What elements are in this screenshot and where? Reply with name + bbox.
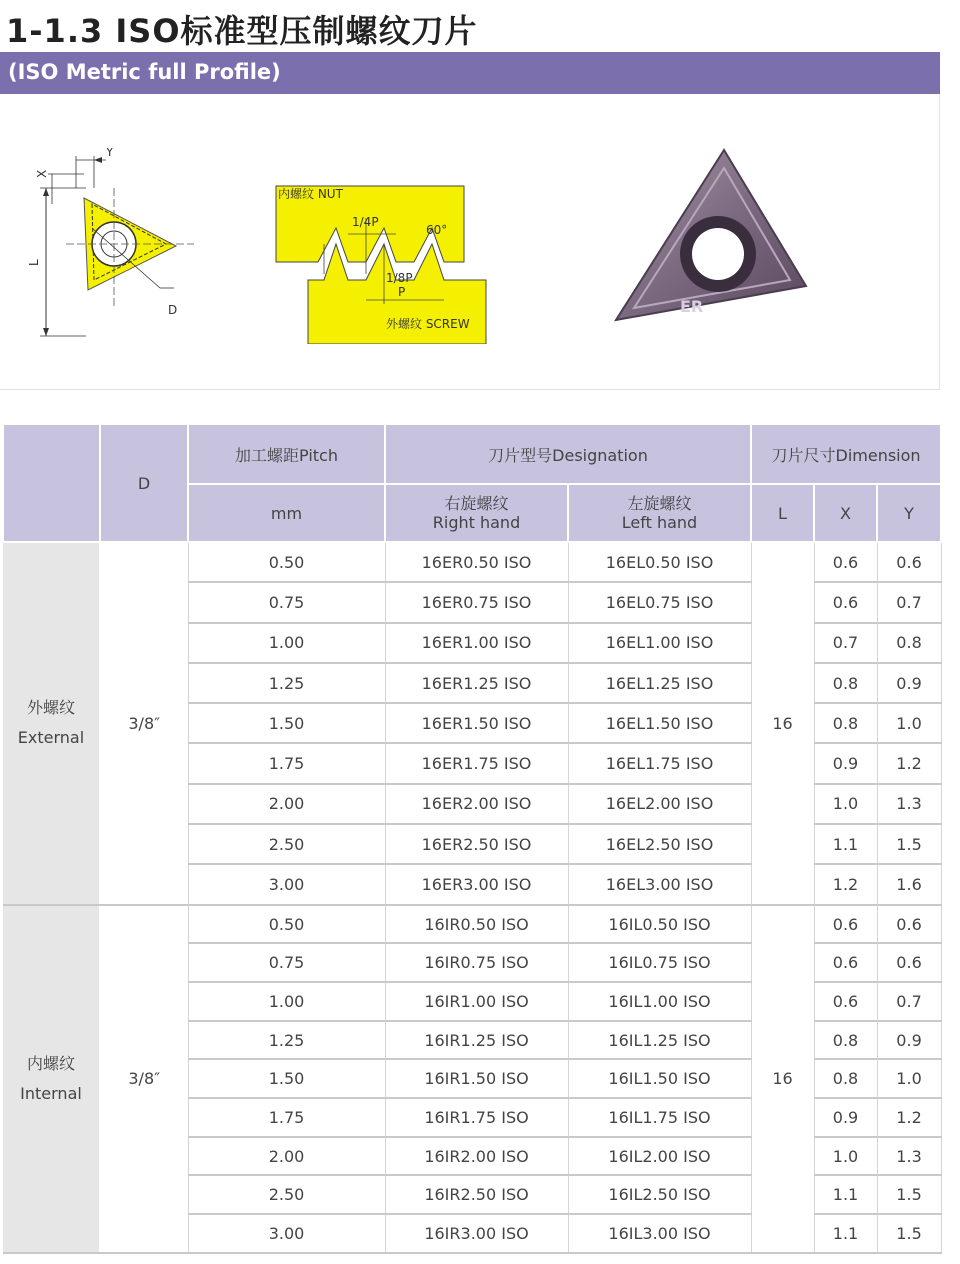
nut-label: 内螺纹 NUT <box>278 187 343 201</box>
y-cell: 0.6 <box>877 905 941 944</box>
header-d: D <box>100 424 188 542</box>
right-hand-cell: 16ER1.25 ISO <box>385 663 568 703</box>
table-row <box>3 542 941 582</box>
left-hand-cell: 16EL1.50 ISO <box>568 703 751 743</box>
right-hand-cell: 16IR2.00 ISO <box>385 1137 568 1176</box>
right-hand-cell: 16ER3.00 ISO <box>385 864 568 904</box>
y-cell: 1.0 <box>877 1059 941 1098</box>
pitch-cell: 1.50 <box>188 1059 385 1098</box>
x-cell: 0.6 <box>814 542 877 582</box>
x-cell: 1.0 <box>814 1137 877 1176</box>
thread-type-cn: 内螺纹 <box>26 1053 75 1073</box>
right-hand-cell: 16IR3.00 ISO <box>385 1214 568 1253</box>
x-cell: 0.6 <box>814 905 877 944</box>
insert-engraving: ER <box>680 297 704 316</box>
thread-type-cn: 外螺纹 <box>26 698 75 718</box>
thread-profile-diagram <box>274 184 498 344</box>
right-hand-cell: 16ER1.75 ISO <box>385 743 568 783</box>
pitch-cell: 1.50 <box>188 703 385 743</box>
thread-type-cell <box>3 542 100 905</box>
pitch-cell: 2.50 <box>188 1175 385 1214</box>
header-x: X <box>814 484 877 542</box>
left-hand-cell: 16EL2.00 ISO <box>568 784 751 824</box>
y-cell: 1.2 <box>877 743 941 783</box>
x-cell: 0.9 <box>814 1098 877 1137</box>
left-hand-cell: 16IL2.00 ISO <box>568 1137 751 1176</box>
x-cell: 1.2 <box>814 864 877 904</box>
left-hand-cell: 16IL1.50 ISO <box>568 1059 751 1098</box>
spec-table-body <box>3 542 941 1253</box>
pitch-cell: 1.00 <box>188 623 385 663</box>
d-cell: 3/8″ <box>100 542 188 905</box>
left-hand-cell: 16EL3.00 ISO <box>568 864 751 904</box>
quarter-pitch-label: 1/4P <box>352 215 379 229</box>
pitch-cell: 3.00 <box>188 864 385 904</box>
x-cell: 1.1 <box>814 824 877 864</box>
thread-type-cell <box>3 905 100 1253</box>
header-right-cn: 右旋螺纹 <box>444 494 509 513</box>
left-hand-cell: 16IL0.50 ISO <box>568 905 751 944</box>
y-cell: 1.6 <box>877 864 941 904</box>
left-hand-cell: 16EL1.75 ISO <box>568 743 751 783</box>
x-cell: 0.6 <box>814 582 877 622</box>
pitch-cell: 1.75 <box>188 743 385 783</box>
y-cell: 1.5 <box>877 824 941 864</box>
header-dimension: 刀片尺寸Dimension <box>751 424 941 484</box>
x-cell: 0.8 <box>814 703 877 743</box>
pitch-cell: 2.00 <box>188 784 385 824</box>
insert-spec-table <box>2 423 942 1254</box>
x-cell: 0.8 <box>814 1021 877 1060</box>
y-cell: 0.7 <box>877 982 941 1021</box>
header-pitch: 加工螺距Pitch <box>188 424 385 484</box>
x-cell: 1.1 <box>814 1175 877 1214</box>
right-hand-cell: 16ER2.00 ISO <box>385 784 568 824</box>
y-cell: 0.7 <box>877 582 941 622</box>
left-hand-cell: 16IL0.75 ISO <box>568 943 751 982</box>
left-hand-cell: 16EL0.75 ISO <box>568 582 751 622</box>
y-cell: 0.9 <box>877 663 941 703</box>
y-cell: 1.3 <box>877 784 941 824</box>
y-cell: 0.8 <box>877 623 941 663</box>
header-type <box>3 424 100 542</box>
x-cell: 1.0 <box>814 784 877 824</box>
y-cell: 1.2 <box>877 1098 941 1137</box>
right-hand-cell: 16ER1.00 ISO <box>385 623 568 663</box>
right-hand-cell: 16IR2.50 ISO <box>385 1175 568 1214</box>
left-hand-cell: 16IL1.25 ISO <box>568 1021 751 1060</box>
right-hand-cell: 16ER2.50 ISO <box>385 824 568 864</box>
l-cell: 16 <box>751 542 814 905</box>
thread-type-en: External <box>17 728 85 748</box>
label-x: X <box>35 169 49 178</box>
insert-dimension-diagram <box>26 148 216 348</box>
x-cell: 0.8 <box>814 663 877 703</box>
figure-area <box>0 94 940 390</box>
header-left-cn: 左旋螺纹 <box>627 494 692 513</box>
page-title: 1-1.3 ISO标准型压制螺纹刀片 <box>6 12 478 50</box>
y-cell: 0.6 <box>877 943 941 982</box>
header-right-hand <box>385 484 568 542</box>
header-designation: 刀片型号Designation <box>385 424 751 484</box>
header-mm: mm <box>188 484 385 542</box>
pitch-label: P <box>398 285 406 299</box>
pitch-cell: 2.50 <box>188 824 385 864</box>
eighth-pitch-label: 1/8P <box>386 271 413 285</box>
left-hand-cell: 16IL1.00 ISO <box>568 982 751 1021</box>
right-hand-cell: 16IR1.75 ISO <box>385 1098 568 1137</box>
x-cell: 0.6 <box>814 982 877 1021</box>
left-hand-cell: 16EL1.00 ISO <box>568 623 751 663</box>
right-hand-cell: 16IR1.25 ISO <box>385 1021 568 1060</box>
right-hand-cell: 16IR1.00 ISO <box>385 982 568 1021</box>
right-hand-cell: 16IR0.75 ISO <box>385 943 568 982</box>
right-hand-cell: 16IR0.50 ISO <box>385 905 568 944</box>
x-cell: 0.8 <box>814 1059 877 1098</box>
left-hand-cell: 16EL1.25 ISO <box>568 663 751 703</box>
y-cell: 0.9 <box>877 1021 941 1060</box>
y-cell: 1.5 <box>877 1214 941 1253</box>
pitch-cell: 2.00 <box>188 1137 385 1176</box>
angle-label: 60° <box>426 223 448 237</box>
header-left-en: Left hand <box>621 513 698 532</box>
d-cell: 3/8″ <box>100 905 188 1253</box>
pitch-cell: 0.50 <box>188 542 385 582</box>
x-cell: 0.9 <box>814 743 877 783</box>
right-hand-cell: 16ER0.50 ISO <box>385 542 568 582</box>
header-right-en: Right hand <box>432 513 521 532</box>
left-hand-cell: 16IL3.00 ISO <box>568 1214 751 1253</box>
right-hand-cell: 16ER0.75 ISO <box>385 582 568 622</box>
pitch-cell: 1.25 <box>188 663 385 703</box>
pitch-cell: 0.75 <box>188 582 385 622</box>
y-cell: 1.3 <box>877 1137 941 1176</box>
header-y: Y <box>877 484 941 542</box>
pitch-cell: 0.50 <box>188 905 385 944</box>
left-hand-cell: 16IL1.75 ISO <box>568 1098 751 1137</box>
label-y: Y <box>106 148 114 159</box>
right-hand-cell: 16IR1.50 ISO <box>385 1059 568 1098</box>
pitch-cell: 0.75 <box>188 943 385 982</box>
x-cell: 1.1 <box>814 1214 877 1253</box>
right-hand-cell: 16ER1.50 ISO <box>385 703 568 743</box>
y-cell: 1.0 <box>877 703 941 743</box>
header-l: L <box>751 484 814 542</box>
left-hand-cell: 16EL0.50 ISO <box>568 542 751 582</box>
label-l: L <box>27 259 41 266</box>
insert-photo <box>606 148 826 348</box>
y-cell: 0.6 <box>877 542 941 582</box>
y-cell: 1.5 <box>877 1175 941 1214</box>
pitch-cell: 3.00 <box>188 1214 385 1253</box>
left-hand-cell: 16EL2.50 ISO <box>568 824 751 864</box>
pitch-cell: 1.00 <box>188 982 385 1021</box>
l-cell: 16 <box>751 905 814 1253</box>
label-d: D <box>168 303 178 317</box>
left-hand-cell: 16IL2.50 ISO <box>568 1175 751 1214</box>
screw-label: 外螺纹 SCREW <box>386 317 470 331</box>
header-left-hand <box>568 484 751 542</box>
section-banner: (ISO Metric full Profile) <box>0 52 940 94</box>
x-cell: 0.7 <box>814 623 877 663</box>
thread-type-en: Internal <box>20 1083 82 1103</box>
table-row <box>3 905 941 944</box>
pitch-cell: 1.25 <box>188 1021 385 1060</box>
x-cell: 0.6 <box>814 943 877 982</box>
pitch-cell: 1.75 <box>188 1098 385 1137</box>
